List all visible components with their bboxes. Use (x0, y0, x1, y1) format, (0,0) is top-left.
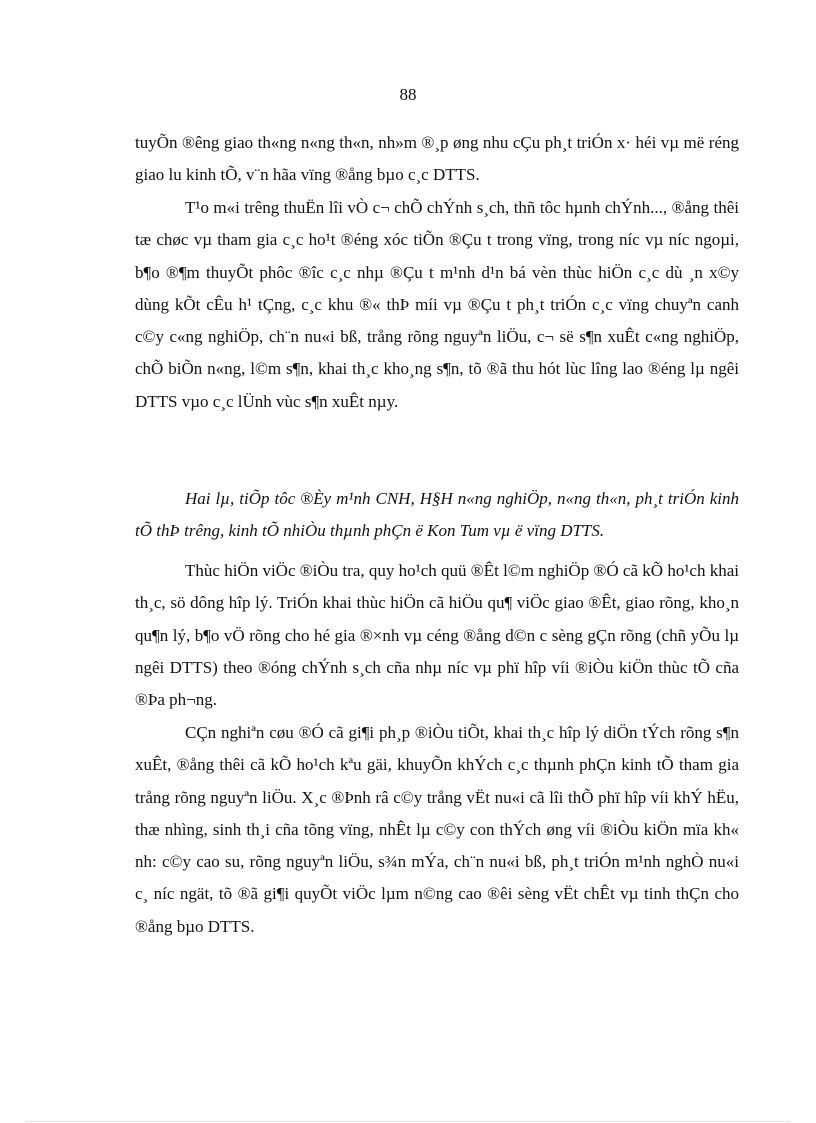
paragraph-investment-environment: T¹o m«i trêng thuËn lîi vÒ c¬ chÕ chÝnh s¸ch, thñ tôc hµnh chÝnh..., ®ång thêi tæ chøc vµ tham gia c¸c ho¹t ®éng xóc tiÕn ®Çu t trong vïng, trong níc vµ níc ngoµi, b¶o ®¶m thuyÕt phôc ®îc c¸c nhµ ®Çu t m¹nh d¹n bá vèn thùc hiÖn c¸c dù ¸n x©y dùng kÕt cÊu h¹ tÇng, c¸c khu ®« thÞ míi vµ ®Çu t ph¸t triÓn c¸c vïng chuyªn canh c©y c«ng nghiÖp, ch¨n nu«i bß, trång rõng nguyªn liÖu, c¬ së s¶n xuÊt c«ng nghiÖp, chÕ biÕn n«ng, l©m s¶n, khai th¸c kho¸ng s¶n, tõ ®ã thu hót lùc lîng lao ®éng lµ ngêi DTTS vµo c¸c lÜnh vùc s¶n xuÊt nµy. (135, 198, 739, 411)
paragraph-continuation: tuyÕn ®êng giao th«ng n«ng th«n, nh»m ®¸p øng nhu cÇu ph¸t triÓn x· héi vµ më réng giao lu kinh tÕ, v¨n hãa vïng ®ång bµo c¸c DTTS. (135, 133, 739, 185)
paragraph-heading-two: Hai lµ, tiÕp tôc ®Èy m¹nh CNH, H§H n«ng nghiÖp, n«ng th«n, ph¸t triÓn kinh tÕ thÞ trêng, kinh tÕ nhiÒu thµnh phÇn ë Kon Tum vµ ë vïng DTTS. (135, 489, 739, 541)
paragraph-forest-production: CÇn nghiªn cøu ®Ó cã gi¶i ph¸p ®iÒu tiÕt, khai th¸c hîp lý diÖn tÝch rõng s¶n xuÊt, ®ång thêi cã kÕ ho¹ch kªu gäi, khuyÕn khÝch c¸c thµnh phÇn kinh tÕ tham gia trång rõng nguyªn liÖu. X¸c ®Þnh râ c©y trång vËt nu«i cã lîi thÕ phï hîp víi khÝ hËu, thæ nhìng, sinh th¸i cña tõng vïng, nhÊt lµ c©y con thÝch øng víi ®iÒu kiÖn mïa kh« nh: c©y cao su, rõng nguyªn liÖu, s¾n mÝa, ch¨n nu«i bß, ph¸t triÓn m¹nh nghÒ nu«i c¸ níc ngät, tõ ®ã gi¶i quyÕt viÖc lµm n©ng cao ®êi sèng vËt chÊt vµ tinh thÇn cho ®ång bµo DTTS. (135, 723, 739, 936)
page-bottom-divider (26, 1121, 790, 1122)
page-number: 88 (399, 85, 417, 104)
paragraph-forest-land-planning: Thùc hiÖn viÖc ®iÒu tra, quy ho¹ch quü ®Êt l©m nghiÖp ®Ó cã kÕ ho¹ch khai th¸c, sö dông hîp lý. TriÓn khai thùc hiÖn cã hiÖu qu¶ viÖc giao ®Êt, giao rõng, kho¸n qu¶n lý, b¶o vÖ rõng cho hé gia ®×nh vµ céng ®ång d©n c sèng gÇn rõng (chñ yÕu lµ ngêi DTTS) theo ®óng chÝnh s¸ch cña nhµ níc vµ phï hîp víi ®iÒu kiÖn thùc tÕ cña ®Þa ph¬ng. (135, 561, 739, 710)
